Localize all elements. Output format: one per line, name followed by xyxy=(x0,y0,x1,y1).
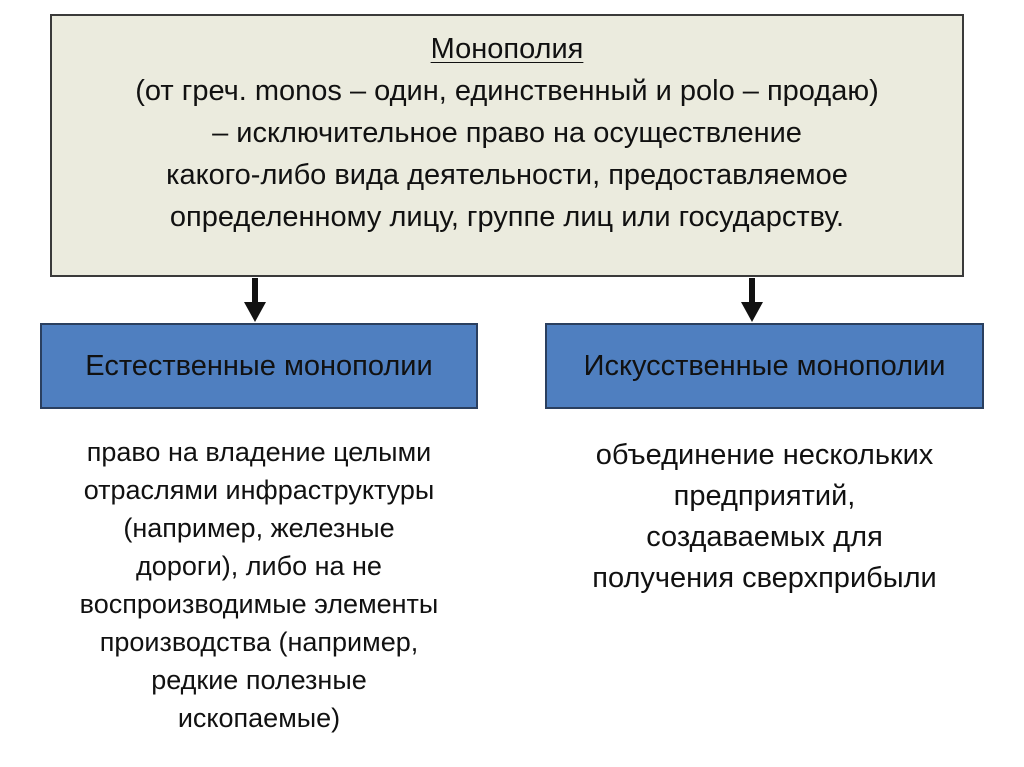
definition-line: определенному лицу, группе лиц или государству. xyxy=(169,200,845,233)
natural-monopoly-label: Естественные монополии xyxy=(85,349,433,382)
arrow-down-right xyxy=(741,278,763,324)
description-line: редкие полезные xyxy=(151,665,367,695)
arrow-down-left xyxy=(244,278,266,324)
description-line: дороги), либо на не xyxy=(136,551,382,581)
definition-title: Монополия xyxy=(430,32,584,65)
artificial-monopoly-label: Искусственные монополии xyxy=(583,349,946,382)
definition-box xyxy=(50,14,964,277)
description-line: объединение нескольких xyxy=(595,439,934,471)
description-line: предприятий, xyxy=(673,480,856,512)
description-line: (например, железные xyxy=(123,513,395,543)
natural-monopoly-box xyxy=(40,323,478,409)
natural-monopoly-description xyxy=(40,433,478,737)
description-line: получения сверхприбыли xyxy=(592,562,937,594)
definition-line: (от греч. monos – один, единственный и polo – продаю) xyxy=(135,74,879,107)
description-line: создаваемых для xyxy=(646,521,883,553)
artificial-monopoly-box xyxy=(545,323,984,409)
definition-line: – исключительное право на осуществление xyxy=(212,116,802,149)
description-line: воспроизводимые элементы xyxy=(79,589,439,619)
description-line: отраслями инфраструктуры xyxy=(83,475,435,505)
description-line: ископаемые) xyxy=(177,703,341,733)
artificial-monopoly-description xyxy=(545,435,984,599)
description-line: производства (например, xyxy=(99,627,419,657)
definition-line: какого-либо вида деятельности, предоставляемое xyxy=(166,158,848,191)
description-line: право на владение целыми xyxy=(86,437,432,467)
